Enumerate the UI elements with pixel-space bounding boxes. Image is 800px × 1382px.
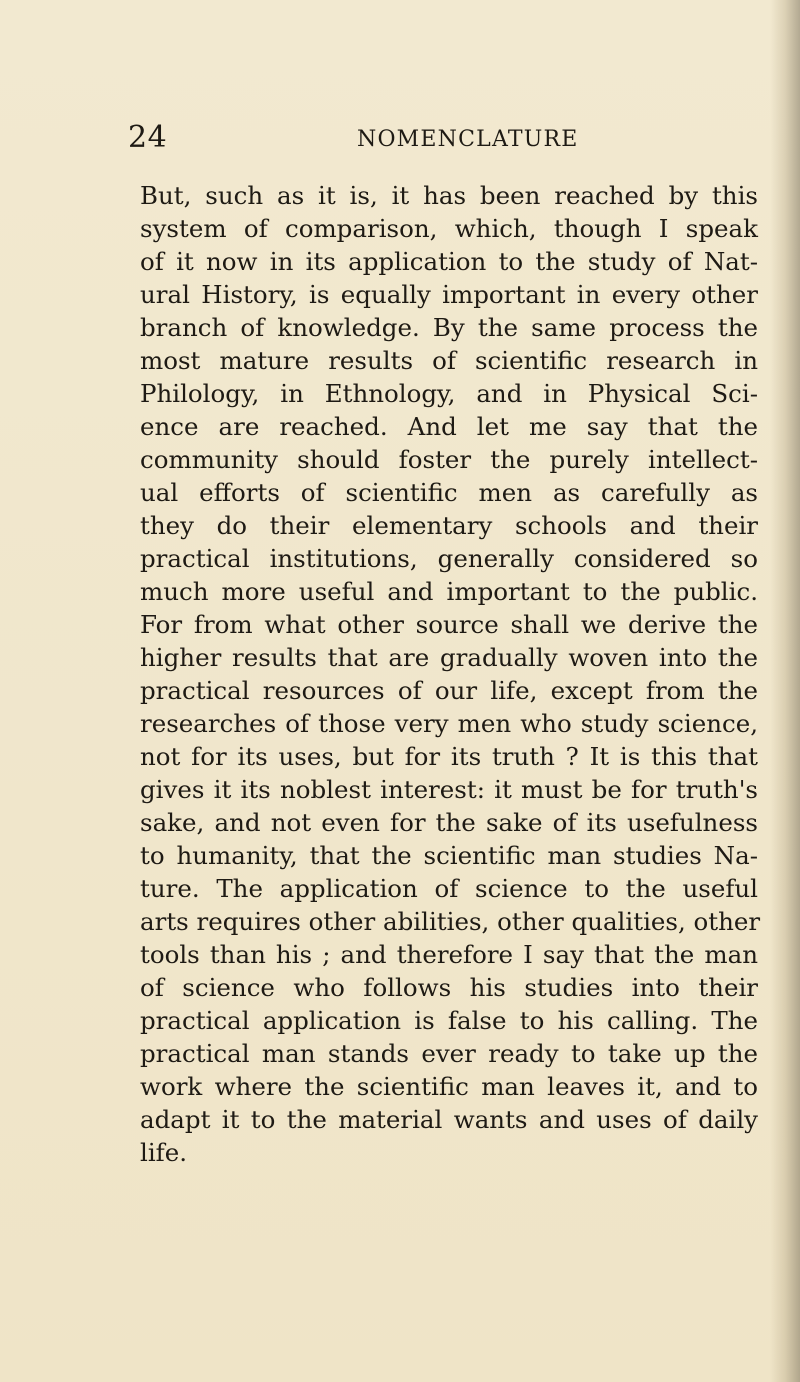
text-line: adapt it to the material wants and uses of daily	[140, 1105, 758, 1134]
text-line: community should foster the purely intellect-	[140, 445, 758, 474]
text-line: much more useful and important to the public.	[140, 577, 758, 606]
text-line: of science who follows his studies into their	[140, 973, 758, 1002]
text-line: branch of knowledge. By the same process the	[140, 313, 758, 342]
text-line: ual efforts of scientific men as carefully as	[140, 478, 758, 507]
body-paragraph	[140, 179, 761, 1169]
text-line: practical institutions, generally considered so	[140, 544, 758, 573]
text-line: tools than his ; and therefore I say that the man	[140, 940, 758, 969]
text-line: to humanity, that the scientific man studies Na-	[140, 841, 758, 870]
text-line: ural History, is equally important in every other	[140, 280, 758, 309]
text-line: But, such as it is, it has been reached by this	[140, 181, 758, 210]
running-title: NOMENCLATURE	[357, 127, 579, 152]
text-line: most mature results of scientific research in	[140, 346, 758, 375]
text-line: not for its uses, but for its truth ? It is this that	[140, 742, 758, 771]
text-line: work where the scientific man leaves it, and to	[140, 1072, 758, 1101]
text-line: life.	[140, 1138, 188, 1167]
page-number: 24	[128, 120, 168, 155]
text-line: researches of those very men who study science,	[140, 709, 758, 738]
text-line: gives it its noblest interest: it must be for truth's	[140, 775, 758, 804]
text-line: they do their elementary schools and their	[140, 511, 758, 540]
text-line: system of comparison, which, though I speak	[140, 214, 758, 243]
text-line: practical application is false to his calling. The	[140, 1006, 758, 1035]
text-line: For from what other source shall we derive the	[140, 610, 758, 639]
text-line: ence are reached. And let me say that the	[140, 412, 758, 441]
text-line: practical resources of our life, except from the	[140, 676, 758, 705]
text-line: Philology, in Ethnology, and in Physical Sci-	[140, 379, 758, 408]
text-line: practical man stands ever ready to take up the	[140, 1039, 758, 1068]
text-line: arts requires other abilities, other qualities, other	[140, 907, 761, 936]
text-line: higher results that are gradually woven into the	[140, 643, 758, 672]
text-line: ture. The application of science to the useful	[140, 874, 758, 903]
text-line: of it now in its application to the study of Nat-	[140, 247, 758, 276]
text-line: sake, and not even for the sake of its usefulness	[140, 808, 758, 837]
